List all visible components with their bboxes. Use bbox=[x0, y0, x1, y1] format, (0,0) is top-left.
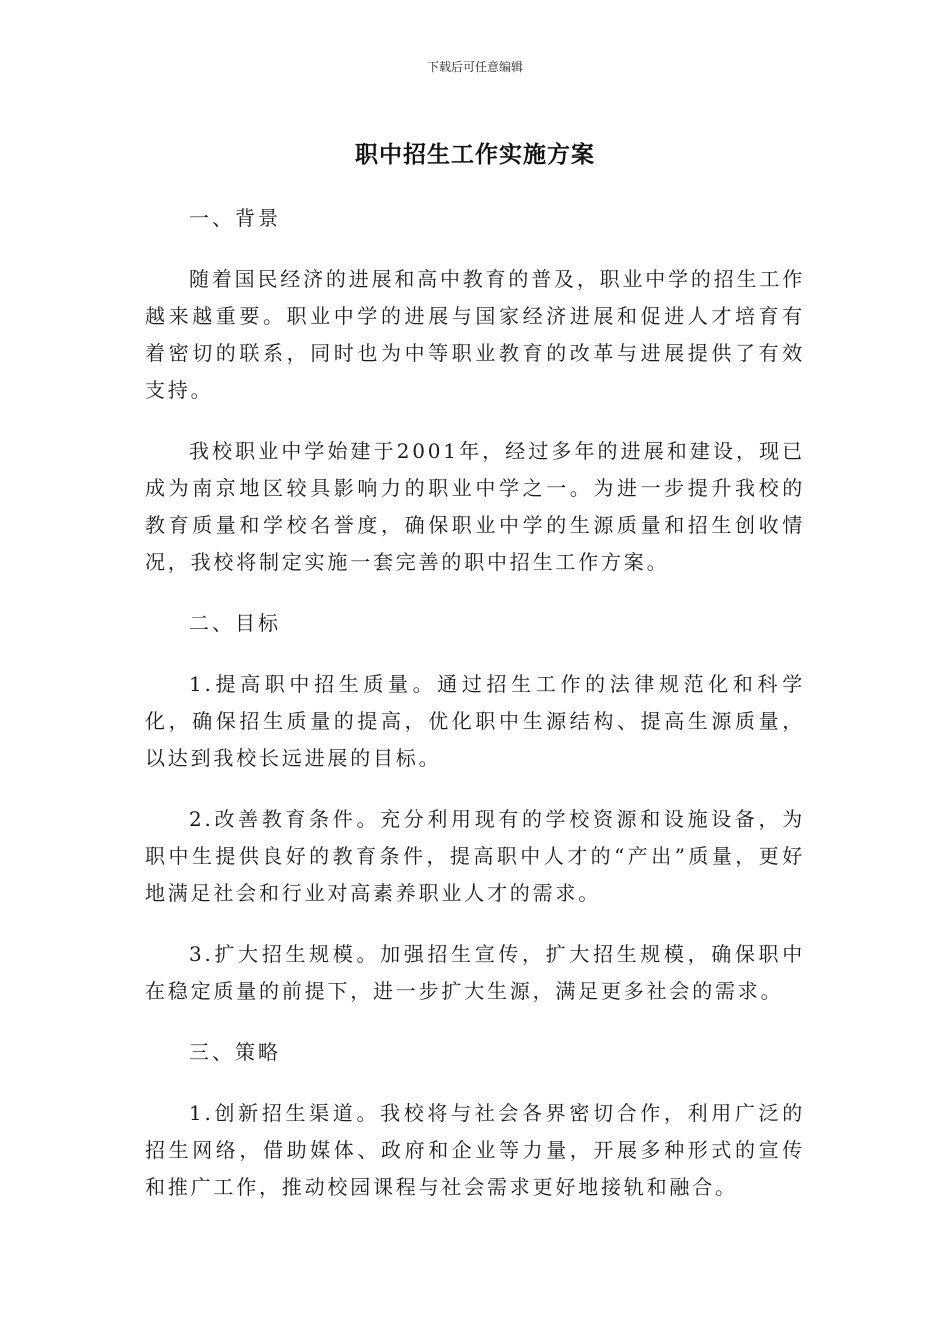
strategy-paragraph-1: 1.创新招生渠道。我校将与社会各界密切合作，利用广泛的招生网络，借助媒体、政府和企业等力量，开展多种形式的宣传和推广工作，推动校园课程与社会需求更好地接轨和融合。 bbox=[145, 1101, 805, 1199]
section-heading-strategy: 三、策略 bbox=[189, 1040, 281, 1064]
goals-paragraph-1: 1.提高职中招生质量。通过招生工作的法律规范化和科学化，确保招生质量的提高，优化职中生源结构、提高生源质量，以达到我校长远进展的目标。 bbox=[145, 672, 805, 770]
header-note: 下载后可任意编辑 bbox=[426, 60, 523, 74]
background-paragraph-1: 随着国民经济的进展和高中教育的普及，职业中学的招生工作越来越重要。职业中学的进展与国家经济进展和促进人才培育有着密切的联系，同时也为中等职业教育的改革与进展提供了有效支持。 bbox=[145, 267, 805, 402]
goals-paragraph-2: 2.改善教育条件。充分利用现有的学校资源和设施设备，为职中生提供良好的教育条件，提高职中人才的“产出”质量，更好地满足社会和行业对高素养职业人才的需求。 bbox=[145, 807, 805, 905]
background-paragraph-2: 我校职业中学始建于2001年，经过多年的进展和建设，现已成为南京地区较具影响力的职业中学之一。为进一步提升我校的教育质量和学校名誉度，确保职业中学的生源质量和招生创收情况，我校将制定实施一套完善的职中招生工作方案。 bbox=[145, 439, 805, 574]
goals-paragraph-3: 3.扩大招生规模。加强招生宣传，扩大招生规模，确保职中在稳定质量的前提下，进一步扩大生源，满足更多社会的需求。 bbox=[145, 942, 805, 1003]
document-body bbox=[145, 200, 805, 1230]
section-heading-goals: 二、目标 bbox=[189, 611, 281, 635]
section-heading-background: 一、背景 bbox=[189, 206, 281, 230]
document-title: 职中招生工作实施方案 bbox=[355, 142, 595, 168]
